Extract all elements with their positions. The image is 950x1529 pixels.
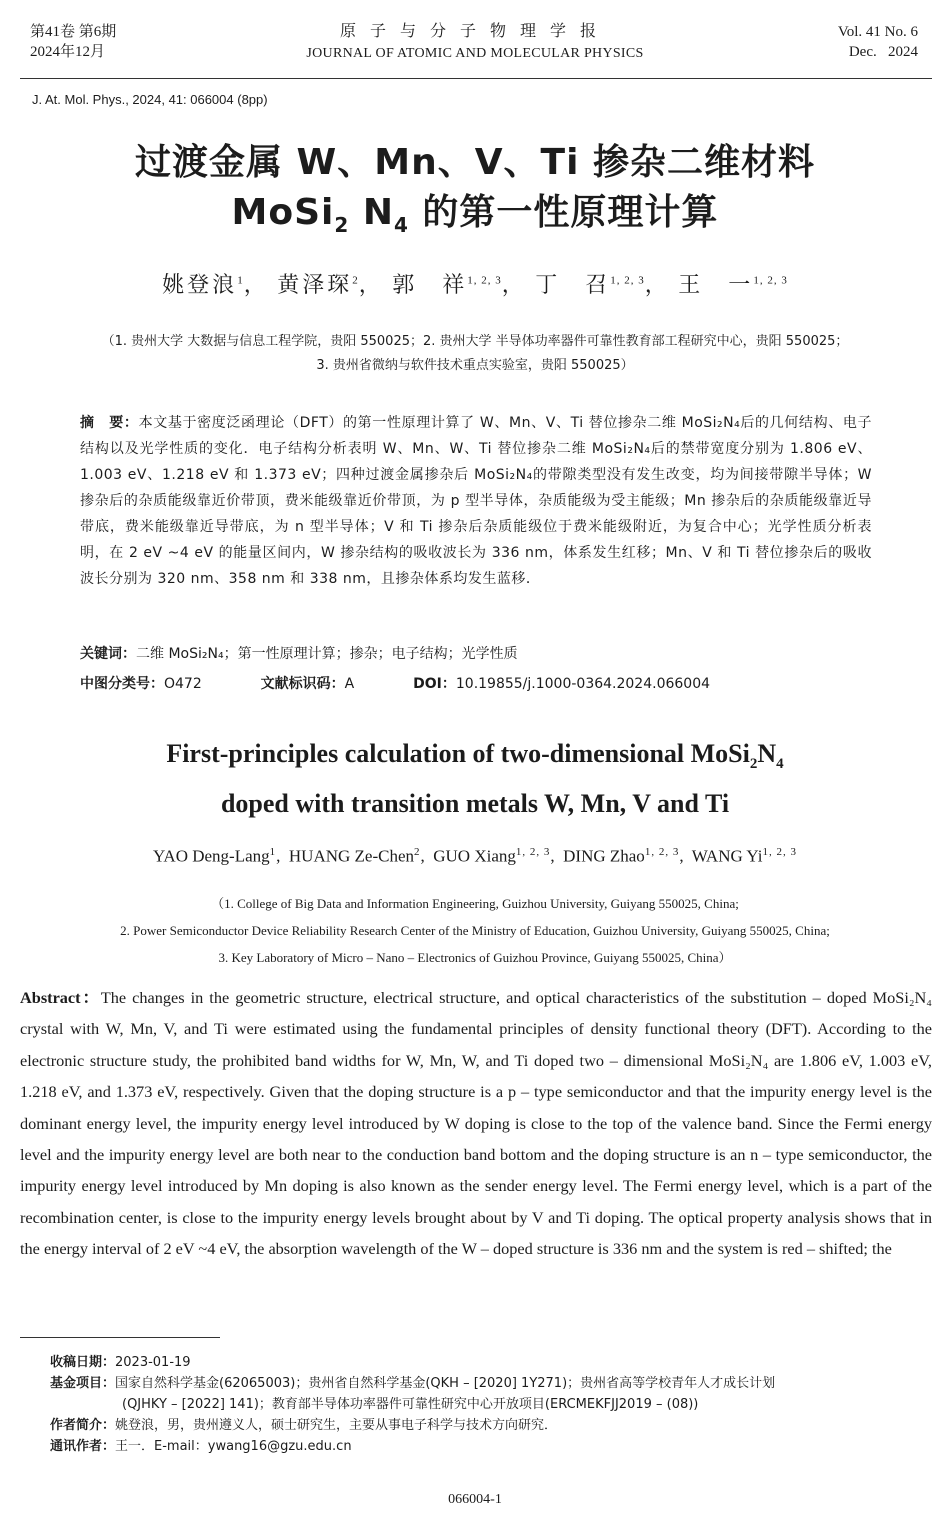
volume-issue: 第41卷 第6期 (30, 24, 117, 40)
author: DING Zhao (563, 846, 645, 866)
received-date: 收稿日期：2023-01-19 (50, 1355, 191, 1370)
author: 黄泽琛 (277, 272, 353, 297)
author: 王 一 (678, 272, 754, 297)
issue-date-en: Dec. 2024 (848, 44, 918, 60)
abstract-en-text: The changes in the geometric structure, electrical structure, and optical characteristics of the substitution – doped MoSi₂N₄ crystal with W, Mn, V, and Ti were estimated using the fundamental principles of density functional theory (DFT). According to the electronic structure study, the prohibited band widths for W, Mn, W, and Ti doped two – dimensional MoSi₂N₄ are 1.806 eV, 1.003 eV, 1.218 eV, and 1.373 eV, respectively. Given that the doping structure is a p – type semiconductor and that the impurity energy level is the dominant energy level, the impurity energy level introduced by W doping is close to the top of the valence band. Since the Fermi energy level and the impurity energy level are both near to the conduction band bottom and the doping structure is an n – type semiconductor, the impurity energy level introduced by Mn doping is also known as the sender energy level. The Fermi energy level, which is a part of the recombination center, is close to the impurity energy levels brought about by V and Ti doping. The optical property analysis shows that in the energy interval of 2 eV ~4 eV, the absorption wavelength of the W – doped structure is 336 nm and the system is red – shifted; the (20, 988, 932, 1259)
abstract-en: Abstract：The changes in the geometric structure, electrical structure, and optical characteristics of the substitution – doped MoSi₂N₄ crystal with W, Mn, V, and Ti were estimated using the fundamental principles of density functional theory (DFT). According to the electronic structure study, the prohibited band widths for W, Mn, W, and Ti doped two – dimensional MoSi₂N₄ are 1.806 eV, 1.003 eV, 1.218 eV, and 1.373 eV, respectively. Given that the doping structure is a p – type semiconductor and that the impurity energy level is the dominant energy level, the impurity energy level introduced by W doping is close to the top of the valence band. Since the Fermi energy level and the impurity energy level are both near to the conduction band bottom and the doping structure is an n – type semiconductor, the impurity energy level introduced by Mn doping is also known as the sender energy level. The Fermi energy level, which is a part of the recombination center, is close to the impurity energy levels brought about by V and Ti doping. The optical property analysis shows that in the energy interval of 2 eV ~4 eV, the absorption wavelength of the W – doped structure is 336 nm and the system is red – shifted; the (20, 988, 932, 1259)
author: 郭 祥 (392, 272, 468, 297)
classification-info: 中图分类号：O472 文献标识码：A DOI：10.19855/j.1000-0364.2024.066004 (80, 676, 711, 692)
volume-issue-en: Vol. 41 No. 6 (837, 24, 918, 40)
header-divider (20, 78, 932, 79)
title-cn-line2: MoSi$_2$ $N_4$ 的第一性原理计算 (231, 192, 719, 238)
title-en-line1: First-principles calculation of two-dimensional $MoSi_2N_4$ (166, 739, 784, 773)
issue-date: 2024年12月 (30, 44, 106, 60)
author: WANG Yi (691, 846, 763, 866)
abstract-en-label: Abstract (20, 988, 81, 1007)
corresponding-author: 通讯作者：王一．E-mail：ywang16@gzu.edu.cn (50, 1439, 352, 1454)
author: HUANG Ze-Chen (288, 846, 414, 866)
authors-cn: 姚登浪$^1$， 黄泽琛$^2$， 郭 祥$^{1, 2, 3}$， 丁 召$^{1, 2, 3}$， 王 一$^{1, 2, 3}$ (162, 272, 788, 297)
author: 丁 召 (535, 272, 611, 297)
journal-name-en: JOURNAL OF ATOMIC AND MOLECULAR PHYSICS (306, 46, 644, 61)
doi-link[interactable]: 10.19855/j.1000-0364.2024.066004 (455, 676, 711, 692)
funding-cont: (QJHKY – [2022] 141)；教育部半导体功率器件可靠性研究中心开放项目(ERCMEKFJJ2019 – (08)) (122, 1397, 699, 1412)
title-en-line2: doped with transition metals W, Mn, V and Ti (220, 789, 730, 819)
abstract-cn-label: 摘 要： (80, 415, 139, 431)
funding: 基金项目：国家自然科学基金(62065003)；贵州省自然科学基金(QKH – [2020] 1Y271)；贵州省高等学校青年人才成长计划 (50, 1376, 776, 1391)
page-title-en (0, 734, 950, 824)
citation: J. At. Mol. Phys., 2024, 41: 066004 (8pp) (32, 92, 268, 107)
footnotes (50, 1352, 940, 1457)
affiliations-cn: （1. 贵州大学 大数据与信息工程学院，贵阳 550025；2. 贵州大学 半导体功率器件可靠性教育部工程研究中心，贵阳 550025； 3. 贵州省微纳与软件技术重点实验室，贵阳 550025） (101, 334, 849, 373)
journal-name-cn: 原子与分子物理学报 (339, 23, 610, 40)
affiliations-en: （1. College of Big Data and Information Engineering, Guizhou University, Guiyang 550025, China; 2. Power Semiconductor Device Reliability Research Center of the Ministry of Education, Guizhou University, Guiyang 550025, China; 3. Key Laboratory of Micro – Nano – Electronics of Guizhou Province, Guiyang 550025, China） (120, 896, 830, 965)
author: YAO Deng-Lang (153, 846, 270, 866)
abstract-cn-text: 本文基于密度泛函理论（DFT）的第一性原理计算了 W、Mn、V、Ti 替位掺杂二维 MoSi₂N₄后的几何结构、电子结构以及光学性质的变化．电子结构分析表明 W、Mn、W、Ti 替位掺杂二维 MoSi₂N₄后的禁带宽度分别为 1.806 eV、1.003 eV、1.218 eV 和 1.373 eV；四种过渡金属掺杂后 MoSi₂N₄的带隙类型没有发生改变，均为间接带隙半导体；W 掺杂后的杂质能级靠近价带顶，费米能级靠近价带顶，为 p 型半导体，杂质能级为受主能级；Mn 掺杂后的杂质能级靠近导带底，费米能级靠近导带底，为 n 型半导体；V 和 Ti 掺杂后杂质能级位于费米能级附近，为复合中心；光学性质分析表明，在 2 eV ~4 eV 的能量区间内，W 掺杂结构的吸收波长为 336 nm，体系发生红移；Mn、V 和 Ti 替位掺杂后的吸收波长分别为 320 nm、358 nm 和 338 nm，且掺杂体系均发生蓝移． (80, 415, 872, 587)
page-title-cn (0, 138, 950, 250)
author: 姚登浪 (162, 272, 238, 297)
abstract-cn (80, 410, 872, 592)
journal-volume-info-en (838, 22, 918, 62)
keywords-cn: 关键词：二维 MoSi₂N₄；第一性原理计算；掺杂；电子结构；光学性质 (80, 646, 518, 662)
footnote-divider (20, 1337, 220, 1338)
author-bio: 作者简介：姚登浪，男，贵州遵义人，硕士研究生，主要从事电子科学与技术方向研究． (50, 1418, 558, 1433)
author: GUO Xiang (433, 846, 516, 866)
journal-name (0, 22, 950, 64)
page-number: 066004-1 (448, 1492, 502, 1507)
authors-en: YAO Deng-Lang$^1$, HUANG Ze-Chen$^2$, GUO Xiang$^{1, 2, 3}$, DING Zhao$^{1, 2, 3}$, WANG Yi$^{1, 2, 3}$ (153, 846, 797, 866)
title-cn-line1: 过渡金属 W、Mn、V、Ti 掺杂二维材料 (135, 142, 815, 183)
